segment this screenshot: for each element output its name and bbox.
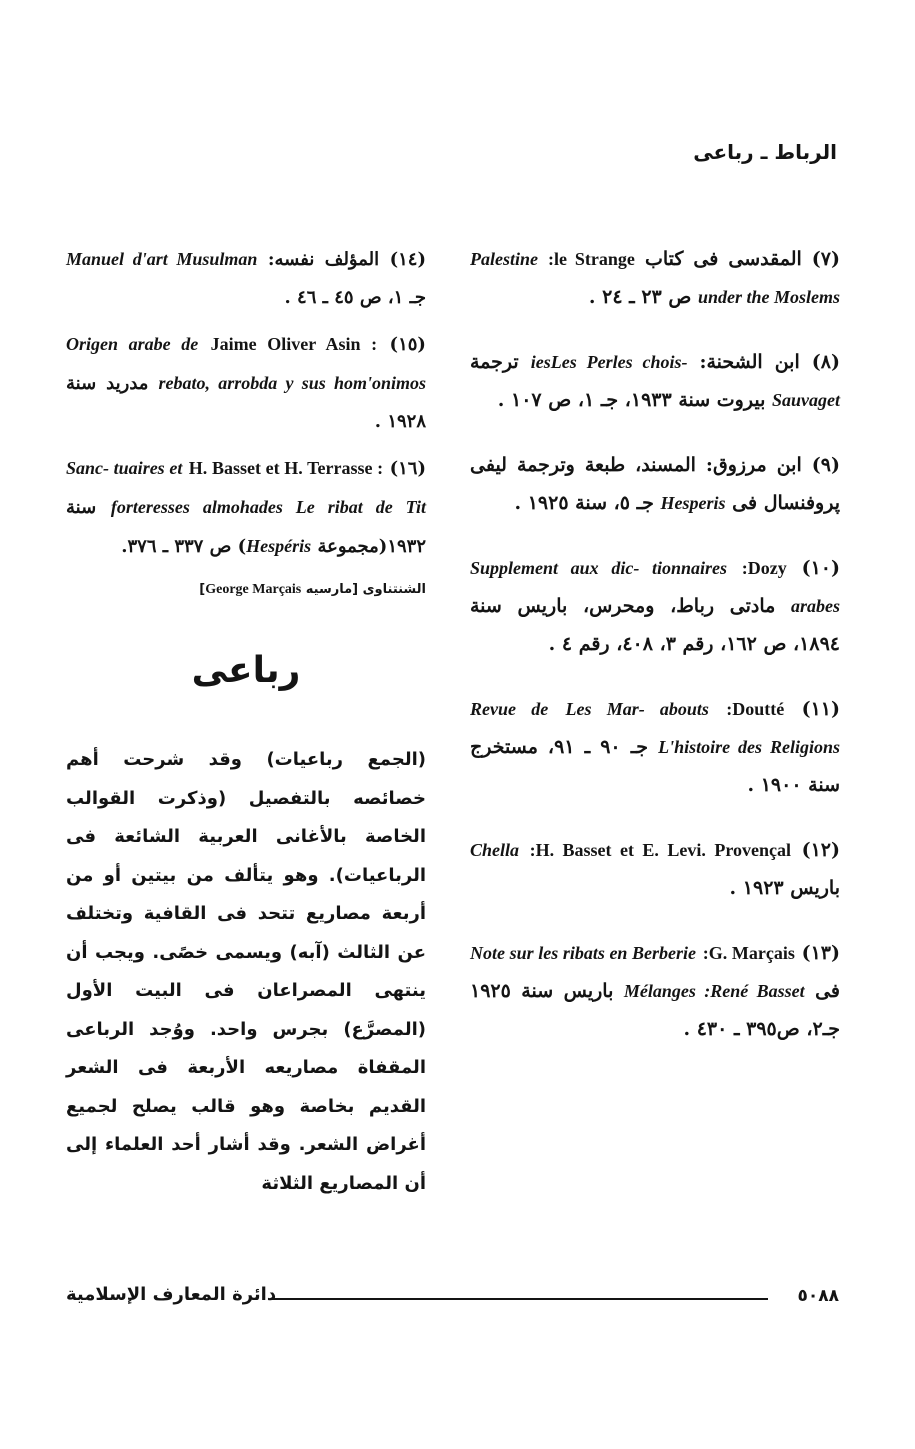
footnote-12: (١٢) :H. Basset et E. Levi. Provençal Chella باريس ١٩٢٣ . [470,839,840,899]
page-number: ٥٠٨٨ [797,1286,839,1306]
footnote-15: (١٥) Jaime Oliver Asin : Origen arabe de rebato, arrobda y sus hom'onimos مدريد سنة ١٩٢٨ . [66,334,426,432]
footnote-7: (٧) المقدسى فى كتاب :le Strange Palestine under the Moslems ص ٢٣ ـ ٢٤ . [470,248,841,308]
footnote-16: (١٦) H. Basset et H. Terrasse : Sanc- tuaires et forteresses almohades Le ribat de Tit سنة ١٩٣٢(مجموعة Hespéris) ص ٣٣٧ ـ ٣٧٦. [66,458,426,557]
running-header: الرباط ـ رباعى [693,140,837,164]
footnotes-right-column [470,240,840,1075]
footnote-11: (١١) :Doutté Les Mar- abouts Revue de L'histoire des Religions جـ ٩٠ ـ ٩١، مستخرج سنة ١٩٠٠ . [470,698,840,796]
footer-divider [272,1298,768,1300]
main-left-column [66,240,426,1203]
footnote-14: (١٤) المؤلف نفسه: Manuel d'art Musulman جـ ١، ص ٤٥ ـ ٤٦ . [66,249,426,308]
article-body: (الجمع رباعيات) وقد شرحت أهم خصائصه بالتفصيل (وذكرت القوالب الخاصة بالأغانى العربية الشائعة فى الرباعيات). وهو يتألف من بيتين أو من أربعة مصاريع تتحد فى القافية وتختلف عن الثالث (آبه) ويسمى خصًى. ويجب أن ينتهى المصراعان فى البيت الأول (المصرَّع) بجرس واحد. ووُجد الرباعى المقفاة مصاريعه الأربعة فى الشعر القديم بخاصة وهو قالب يصلح لجميع أغراض الشعر. وقد أشار أحد العلماء إلى أن المصاريع الثلاثة [66,749,426,1194]
article-title: رباعى [191,650,301,691]
author-citation: الشنتناوى [مارسيه George Marçais] [199,582,426,597]
footnote-8: (٨) ابن الشحنة: Les Perles chois-ies ترجمة Sauvaget بيروت سنة ١٩٣٣، جـ ١، ص ١٠٧ . [470,351,840,411]
footnote-9: (٩) ابن مرزوق: المسند، طبعة وترجمة ليفى پروفنسال فى Hesperis جـ ٥، سنة ١٩٢٥ . [470,454,840,514]
publication-title: دائرة المعارف الإسلامية [66,1284,277,1305]
footnote-10: (١٠) :Dozy Supplement aux dic- tionnaires arabes مادتى رباط، ومحرس، باريس سنة ١٨٩٤، ص ١٦٢، رقم ٣، ٤٠٨، رقم ٤ . [470,557,840,655]
footnote-13: (١٣) :G. Marçais Note sur les ribats en Berberie فى Mélanges :René Basset باريس سنة ١٩٢٥ جـ٢، ص٣٩٥ ـ ٤٣٠ . [470,942,840,1040]
